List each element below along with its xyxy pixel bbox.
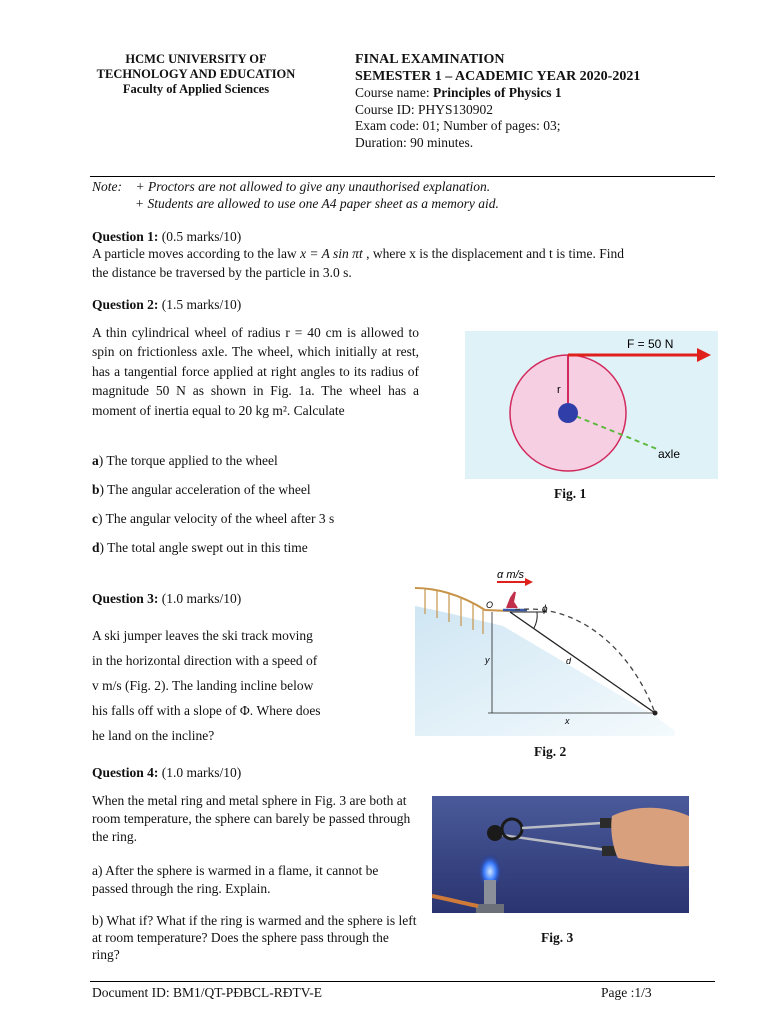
course-id: Course ID: PHYS130902	[355, 101, 494, 117]
q2-item-d-text: ) The total angle swept out in this time	[99, 540, 308, 555]
q1-line2: the distance be traversed by the particle in 3.0 s.	[92, 265, 352, 280]
fig2-phi-label: ϕ	[542, 604, 548, 615]
duration: Duration: 90 minutes.	[355, 134, 474, 150]
q1-text	[92, 244, 717, 282]
exam-info-block	[355, 52, 640, 151]
fig3-caption: Fig. 3	[541, 930, 574, 945]
fig3-sphere	[487, 825, 503, 841]
q4-part-a: a) After the sphere is warmed in a flame, it cannot be passed through the ring. Explain.	[92, 863, 379, 896]
q2-marks: (1.5 marks/10)	[161, 297, 242, 312]
q2-item-a-text: ) The torque applied to the wheel	[98, 453, 278, 468]
q1-marks: (0.5 marks/10)	[161, 229, 242, 244]
q3-body	[92, 623, 321, 748]
q4-body: When the metal ring and metal sphere in Fig. 3 are both at room temperature, the sphere can barely be passed through the ring.	[92, 793, 411, 844]
fig2-origin-label: O	[486, 600, 494, 610]
q1-text-b: , where x is the displacement and t is time. Find	[362, 246, 625, 261]
q2-item-b-text: ) The angular acceleration of the wheel	[99, 482, 311, 497]
q4-part-b: b) What if? What if the ring is warmed and the sphere is left at room temperature? Does the sphere pass through the ring?	[92, 913, 417, 962]
header-divider	[90, 176, 715, 177]
fig2-y-label: y	[485, 655, 490, 665]
q3-line2: in the horizontal direction with a speed of	[92, 653, 318, 668]
q2-item-c-text: ) The angular velocity of the wheel after 3 s	[98, 511, 335, 526]
fig2-ski-diagram	[415, 566, 675, 736]
footer-page-number: Page :1/3	[601, 985, 652, 1000]
q2-item-d-letter: d	[92, 540, 100, 555]
q2-item-c	[92, 509, 334, 528]
fig2-slope-fill	[415, 606, 675, 736]
fig3-handle-2	[602, 846, 616, 856]
fig2-ski-track	[415, 588, 510, 611]
university-name-line2: TECHNOLOGY AND EDUCATION	[96, 67, 296, 81]
fig2-d-label: d	[566, 656, 572, 666]
footer-doc-id: Document ID: BM1/QT-PĐBCL-RĐTV-E	[92, 985, 323, 1000]
university-block	[80, 52, 312, 97]
q3-line4: his falls off with a slope of Φ. Where does	[92, 703, 321, 718]
q2-item-b	[92, 480, 311, 499]
course-name-label: Course name:	[355, 85, 433, 100]
q3-line1: A ski jumper leaves the ski track moving	[92, 628, 313, 643]
q3-title: Question 3:	[92, 591, 159, 606]
fig1-hub	[558, 403, 578, 423]
fig3-burner-base	[476, 904, 504, 913]
fig2-speed-label: α m/s	[497, 569, 525, 581]
semester: SEMESTER 1 – ACADEMIC YEAR 2020-2021	[355, 68, 641, 84]
q2-item-c-letter: c	[92, 511, 98, 526]
fig2-speed-arrowhead	[525, 578, 533, 586]
fig2-skier	[507, 592, 517, 608]
fig3-ring-sphere-photo	[432, 796, 689, 913]
footer-divider	[90, 981, 715, 982]
q1-title: Question 1:	[92, 229, 159, 244]
note-line2: + Students are allowed to use one A4 paper sheet as a memory aid.	[135, 196, 499, 211]
exam-title: FINAL EXAMINATION	[355, 52, 505, 67]
fig3-hand	[611, 808, 689, 867]
course-name-value: Principles of Physics 1	[432, 85, 562, 100]
q4-heading	[92, 763, 241, 782]
q2-body: A thin cylindrical wheel of radius r = 40 cm is allowed to spin on frictionless axle. The wheel, which initially at rest, has a tangential force applied at right angles to its radius of magnitude 50 N as shown in Fig. 1a. The wheel has a moment of inertia equal to 20 kg m². Calculate	[92, 325, 419, 418]
q3-line3: v m/s (Fig. 2). The landing incline below	[92, 678, 314, 693]
course-name	[355, 85, 640, 102]
q3-line5: he land on the incline?	[92, 728, 215, 743]
note-line1	[92, 178, 499, 195]
q2-heading	[92, 295, 241, 314]
q2-item-d	[92, 538, 308, 557]
q4-marks: (1.0 marks/10)	[161, 765, 242, 780]
exam-code: Exam code: 01; Number of pages: 03;	[355, 118, 561, 133]
q1-line1	[92, 244, 717, 263]
q2-title: Question 2:	[92, 297, 159, 312]
q2-item-a	[92, 451, 278, 470]
fig1-axle-label: axle	[658, 447, 681, 461]
q1-text-a: A particle moves according to the law	[92, 246, 301, 261]
q3-heading	[92, 589, 241, 608]
q2-item-b-letter: b	[92, 482, 100, 497]
fig2-x-label: x	[565, 716, 570, 726]
note-block	[92, 178, 499, 212]
fig1-force-label: F = 50 N	[627, 337, 674, 351]
q2-item-a-letter: a	[92, 453, 99, 468]
faculty-name: Faculty of Applied Sciences	[122, 82, 270, 96]
fig1-wheel-diagram	[465, 331, 718, 479]
q4-title: Question 4:	[92, 765, 159, 780]
q3-marks: (1.0 marks/10)	[161, 591, 242, 606]
note-label: Note:	[92, 179, 122, 194]
fig1-caption: Fig. 1	[554, 486, 587, 501]
fig2-angle-arc	[534, 612, 537, 628]
note-text1: + Proctors are not allowed to give any unauthorised explanation.	[135, 179, 491, 194]
fig3-burner	[484, 880, 496, 908]
fig1-r-label: r	[557, 384, 561, 396]
university-name-line1: HCMC UNIVERSITY OF	[125, 52, 267, 66]
q1-law: x = A sin πt	[300, 246, 363, 261]
fig2-caption: Fig. 2	[534, 744, 567, 759]
